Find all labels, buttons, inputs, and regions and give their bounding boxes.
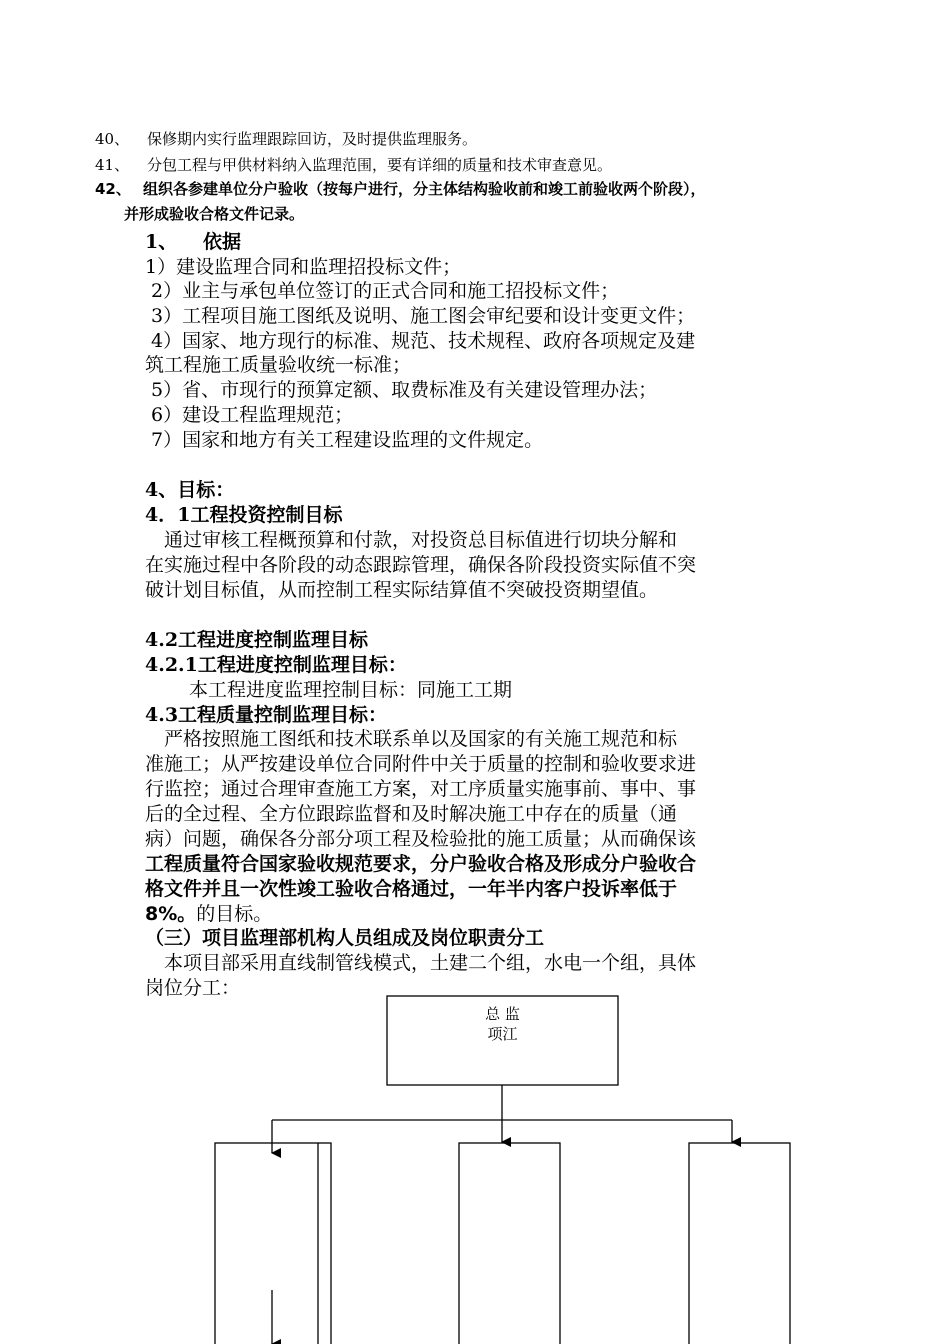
item-number: 40、 xyxy=(95,130,130,148)
progress-sub-heading: 4.2.1工程进度控制监理目标： xyxy=(145,654,407,676)
goals-heading: 4、目标： xyxy=(145,479,235,501)
top-box-title: 总 监 xyxy=(485,1005,520,1023)
item-number: 42、 xyxy=(95,180,131,198)
basis-line-4: 4）国家、地方现行的标准、规范、技术规程、政府各项规定及建 xyxy=(145,330,696,352)
org-line-2: 岗位分工： xyxy=(145,977,241,999)
basis-line-5: 5）省、市现行的预算定额、取费标准及有关建设管理办法； xyxy=(145,379,658,401)
item-text: 组织各参建单位分户验收（按每户进行，分主体结构验收前和竣工前验收两个阶段）， xyxy=(143,180,706,198)
progress-text: 本工程进度监理控制目标：同施工工期 xyxy=(189,679,513,701)
basis-line-6: 6）建设工程监理规范； xyxy=(145,404,354,426)
item-text: 保修期内实行监理跟踪回访，及时提供监理服务。 xyxy=(147,130,478,148)
middle-box xyxy=(459,1143,560,1344)
org-heading: （三）项目监理部机构人员组成及岗位职责分工 xyxy=(145,927,545,949)
item-text: 分包工程与甲供材料纳入监理范围，要有详细的质量和技术审查意见。 xyxy=(147,156,613,174)
basis-line-7: 7）国家和地方有关工程建设监理的文件规定。 xyxy=(145,429,544,451)
quality-line-1: 严格按照施工图纸和技术联系单以及国家的有关施工规范和标 xyxy=(145,728,678,750)
quality-line-4: 后的全过程、全方位跟踪监督和及时解决施工中存在的质量（通 xyxy=(145,803,678,825)
quality-last-bold: 8%。 xyxy=(145,903,197,925)
quality-last-normal: 的目标。 xyxy=(196,903,273,925)
item-number: 41、 xyxy=(95,156,130,174)
item-42-continuation: 并形成验收合格文件记录。 xyxy=(124,205,305,223)
top-box-name: 项江 xyxy=(487,1025,518,1043)
quality-line-2: 准施工；从严按建设单位合同附件中关于质量的控制和验收要求进 xyxy=(145,753,697,775)
quality-line-5: 病）问题，确保各分部分项工程及检验批的施工质量；从而确保该 xyxy=(145,828,697,850)
basis-line-3: 3）工程项目施工图纸及说明、施工图会审纪要和设计变更文件； xyxy=(145,305,696,327)
quality-bold-line-1: 工程质量符合国家验收规范要求，分户验收合格及形成分户验收合 xyxy=(145,853,697,875)
invest-line-3: 破计划目标值，从而控制工程实际结算值不突破投资期望值。 xyxy=(145,579,659,601)
basis-line-1: 1）建设监理合同和监理招投标文件； xyxy=(145,256,462,278)
basis-line-2: 2）业主与承包单位签订的正式合同和施工招投标文件； xyxy=(145,280,620,302)
quality-bold-line-2: 格文件并且一次性竣工验收合格通过，一年半内客户投诉率低于 xyxy=(145,878,678,900)
right-box xyxy=(689,1143,790,1344)
invest-heading: 4．1工程投资控制目标 xyxy=(145,504,343,526)
left-box xyxy=(215,1143,331,1344)
basis-heading-number: 1、 xyxy=(145,231,178,253)
quality-heading: 4.3工程质量控制监理目标： xyxy=(145,704,388,726)
basis-line-4-cont: 筑工程施工质量验收统一标准； xyxy=(145,354,412,376)
invest-line-1: 通过审核工程概预算和付款，对投资总目标值进行切块分解和 xyxy=(145,529,678,551)
basis-heading-text: 依据 xyxy=(203,231,242,253)
org-line-1: 本项目部采用直线制管线模式，土建二个组，水电一个组，具体 xyxy=(145,952,697,974)
invest-line-2: 在实施过程中各阶段的动态跟踪管理，确保各阶段投资实际值不突 xyxy=(145,554,697,576)
progress-heading: 4.2工程进度控制监理目标 xyxy=(145,629,369,651)
quality-line-3: 行监控；通过合理审查施工方案，对工序质量实施事前、事中、事 xyxy=(145,778,697,800)
